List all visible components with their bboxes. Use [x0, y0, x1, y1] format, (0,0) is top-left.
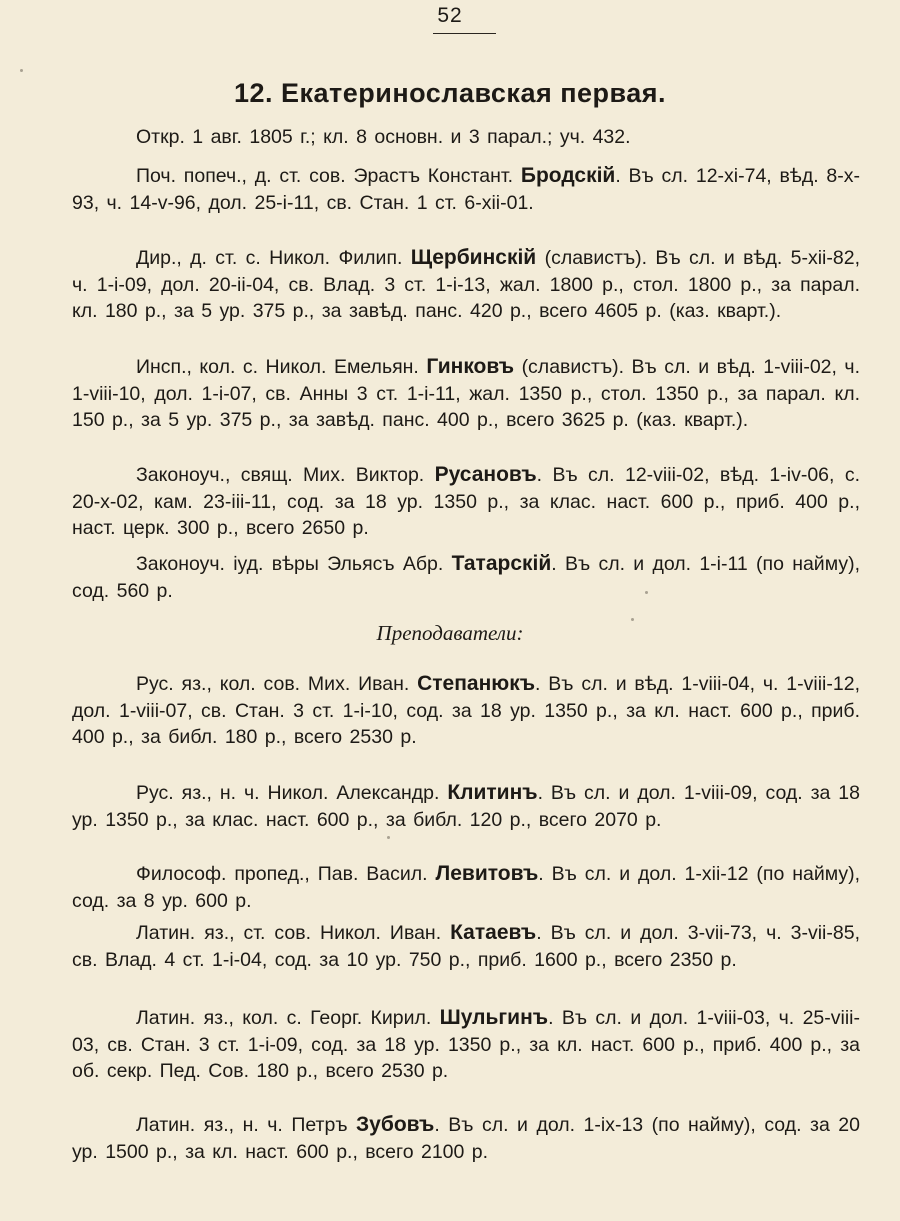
paper-speck — [645, 591, 648, 594]
person-name: Русановъ — [434, 463, 537, 486]
entry-prefix: Латин. яз., кол. с. Георг. Кирил. — [136, 1007, 432, 1029]
entry-stepanyuk — [72, 671, 860, 751]
entry-prefix: Законоуч. іуд. вѣры Эльясъ Абр. — [136, 553, 444, 575]
page-number: 52 — [437, 4, 463, 27]
intro-text: Откр. 1 авг. 1805 г.; кл. 8 основн. и 3 парал.; уч. 432. — [136, 126, 631, 148]
entry-details: (славистъ). Въ сл. и вѣд. 1-viii-02, ч. 1-viii-10, дол. 1-i-07, св. Анны 3 ст. 1-i-11, жал. 1350 р., стол. 1350 р., за парал. кл. 150 р., за 5 ур. 375 р., за завѣд. панс. 400 р., всего 3625 р. (каз. кварт.). — [72, 356, 860, 431]
intro-line — [72, 124, 860, 151]
entry-prefix: Рус. яз., н. ч. Никол. Александр. — [136, 782, 440, 804]
entry-tatarsky — [72, 551, 860, 604]
entry-details: . Въ сл. и дол. 3-vii-73, ч. 3-vii-85, св. Влад. 4 ст. 1-i-04, сод. за 10 ур. 750 р., приб. 1600 р., всего 2350 р. — [72, 922, 860, 971]
entry-shcherbinsky — [72, 245, 860, 325]
person-name: Зубовъ — [356, 1113, 435, 1136]
entry-prefix: Инсп., кол. с. Никол. Емельян. — [136, 356, 419, 378]
entry-details: . Въ сл. и вѣд. 1-viii-04, ч. 1-viii-12, дол. 1-viii-07, св. Стан. 3 ст. 1-i-10, сод. за 18 ур. 1350 р., за кл. наст. 600 р., приб. 400 р., за библ. 180 р., всего 2530 р. — [72, 673, 860, 748]
entry-details: . Въ сл. и дол. 1-viii-09, сод. за 18 ур. 1350 р., за клас. наст. 600 р., за библ. 120 р., всего 2070 р. — [72, 782, 860, 831]
person-name: Бродскій — [520, 164, 616, 187]
person-name: Клитинъ — [447, 781, 538, 804]
entry-prefix: Латин. яз., ст. сов. Никол. Иван. — [136, 922, 442, 944]
person-name: Гинковъ — [426, 355, 515, 378]
page-number-rule — [433, 33, 496, 34]
entry-klitin — [72, 780, 860, 833]
person-name: Степанюкъ — [417, 672, 536, 695]
paper-speck — [387, 836, 390, 839]
paper-speck — [20, 69, 23, 72]
entry-details: . Въ сл. 12-viii-02, вѣд. 1-iv-06, с. 20-x-02, кам. 23-iii-11, сод. за 18 ур. 1350 р., за клас. наст. 600 р., приб. 400 р., наст. церк. 300 р., всего 2650 р. — [72, 464, 860, 539]
entry-prefix: Рус. яз., кол. сов. Мих. Иван. — [136, 673, 410, 695]
entry-shulgin — [72, 1005, 860, 1085]
entry-brodsky — [72, 163, 860, 216]
person-name: Левитовъ — [435, 862, 539, 885]
entry-prefix: Дир., д. ст. с. Никол. Филип. — [136, 247, 403, 269]
person-name: Шульгинъ — [439, 1006, 549, 1029]
entry-details: . Въ сл. и дол. 1-ix-13 (по найму), сод. за 20 ур. 1500 р., за кл. наст. 600 р., всего 2100 р. — [72, 1114, 860, 1163]
teachers-subheading: Преподаватели: — [376, 621, 524, 645]
entry-details: . Въ сл. 12-xi-74, вѣд. 8-x-93, ч. 14-v-96, дол. 25-i-11, св. Стан. 1 ст. 6-xii-01. — [72, 165, 860, 214]
entry-rusanov — [72, 462, 860, 542]
entry-prefix: Законоуч., свящ. Мих. Виктор. — [136, 464, 425, 486]
person-name: Щербинскій — [410, 246, 537, 269]
paper-speck — [631, 618, 634, 621]
section-title: 12. Екатеринославская первая. — [233, 78, 667, 108]
entry-kataev — [72, 920, 860, 973]
entry-details: . Въ сл. и дол. 1-viii-03, ч. 25-viii-03, св. Стан. 3 ст. 1-i-09, сод. за 18 ур. 1350 р., за кл. наст. 600 р., приб. 400 р., за об. секр. Пед. Сов. 180 р., всего 2530 р. — [72, 1007, 860, 1082]
person-name: Татарскій — [451, 552, 552, 575]
entry-ginkov — [72, 354, 860, 434]
entry-details: . Въ сл. и дол. 1-xii-12 (по найму), сод. за 8 ур. 600 р. — [72, 863, 861, 912]
person-name: Катаевъ — [450, 921, 537, 944]
entry-details: . Въ сл. и дол. 1-i-11 (по найму), сод. 560 р. — [72, 553, 860, 602]
entry-prefix: Поч. попеч., д. ст. сов. Эрастъ Констант. — [136, 165, 514, 187]
entry-prefix: Философ. пропед., Пав. Васил. — [136, 863, 428, 885]
entry-details: (славистъ). Въ сл. и вѣд. 5-xii-82, ч. 1-i-09, дол. 20-ii-04, св. Влад. 3 ст. 1-i-13, жал. 1800 р., стол. 1800 р., за парал. кл. 180 р., за 5 ур. 375 р., за завѣд. панс. 420 р., всего 4605 р. (каз. кварт.). — [72, 247, 860, 322]
entry-zubov — [72, 1112, 860, 1165]
entry-prefix: Латин. яз., н. ч. Петръ — [136, 1114, 348, 1136]
entry-levitov — [72, 861, 860, 914]
